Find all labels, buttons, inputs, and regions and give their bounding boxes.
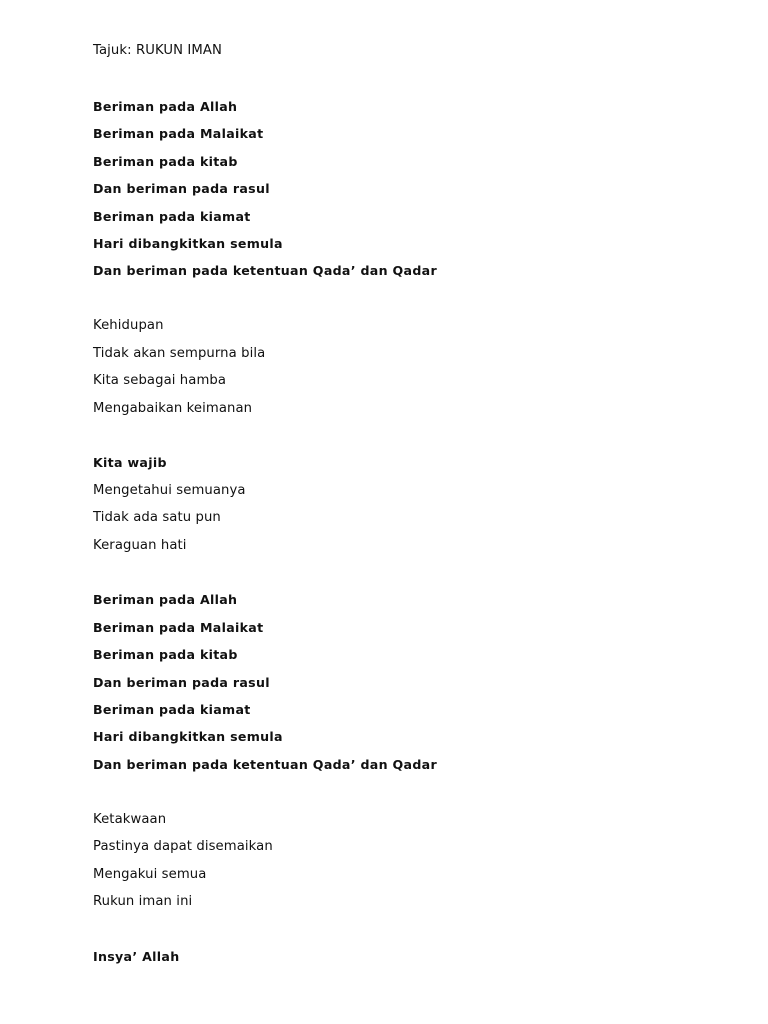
chorus-2-line-3: Beriman pada kitab (93, 647, 238, 662)
chorus-1-line-4: Dan beriman pada rasul (93, 181, 270, 196)
chorus-1-line-2: Beriman pada Malaikat (93, 126, 264, 141)
chorus-2-line-7: Dan beriman pada ketentuan Qada’ dan Qadar (93, 757, 437, 772)
chorus-1-line-3: Beriman pada kitab (93, 154, 238, 169)
verse-2-line-3: Keraguan hati (93, 538, 187, 553)
chorus-1-line-7: Dan beriman pada ketentuan Qada’ dan Qadar (93, 263, 437, 278)
chorus-1-line-1: Beriman pada Allah (93, 99, 238, 114)
chorus-2-line-4: Dan beriman pada rasul (93, 675, 270, 690)
chorus-2-line-2: Beriman pada Malaikat (93, 620, 264, 635)
chorus-2-line-6: Hari dibangkitkan semula (93, 729, 283, 744)
verse-1-line-1: Kehidupan (93, 318, 164, 333)
closing-line: Insya’ Allah (93, 949, 180, 964)
verse-1-line-3: Kita sebagai hamba (93, 373, 227, 388)
verse-1-line-4: Mengabaikan keimanan (93, 401, 253, 416)
verse-2-heading: Kita wajib (93, 455, 167, 470)
verse-1-line-2: Tidak akan sempurna bila (93, 346, 266, 361)
chorus-1-line-5: Beriman pada kiamat (93, 209, 251, 224)
chorus-1-line-6: Hari dibangkitkan semula (93, 236, 283, 251)
verse-3-line-4: Rukun iman ini (93, 894, 193, 909)
verse-2-line-2: Tidak ada satu pun (93, 510, 221, 525)
verse-2-line-1: Mengetahui semuanya (93, 483, 246, 498)
document-title: Tajuk: RUKUN IMAN (93, 43, 222, 58)
verse-3-line-1: Ketakwaan (93, 812, 167, 827)
verse-3-line-2: Pastinya dapat disemaikan (93, 839, 273, 854)
verse-3-line-3: Mengakui semua (93, 867, 207, 882)
chorus-2-line-1: Beriman pada Allah (93, 592, 238, 607)
chorus-2-line-5: Beriman pada kiamat (93, 702, 251, 717)
